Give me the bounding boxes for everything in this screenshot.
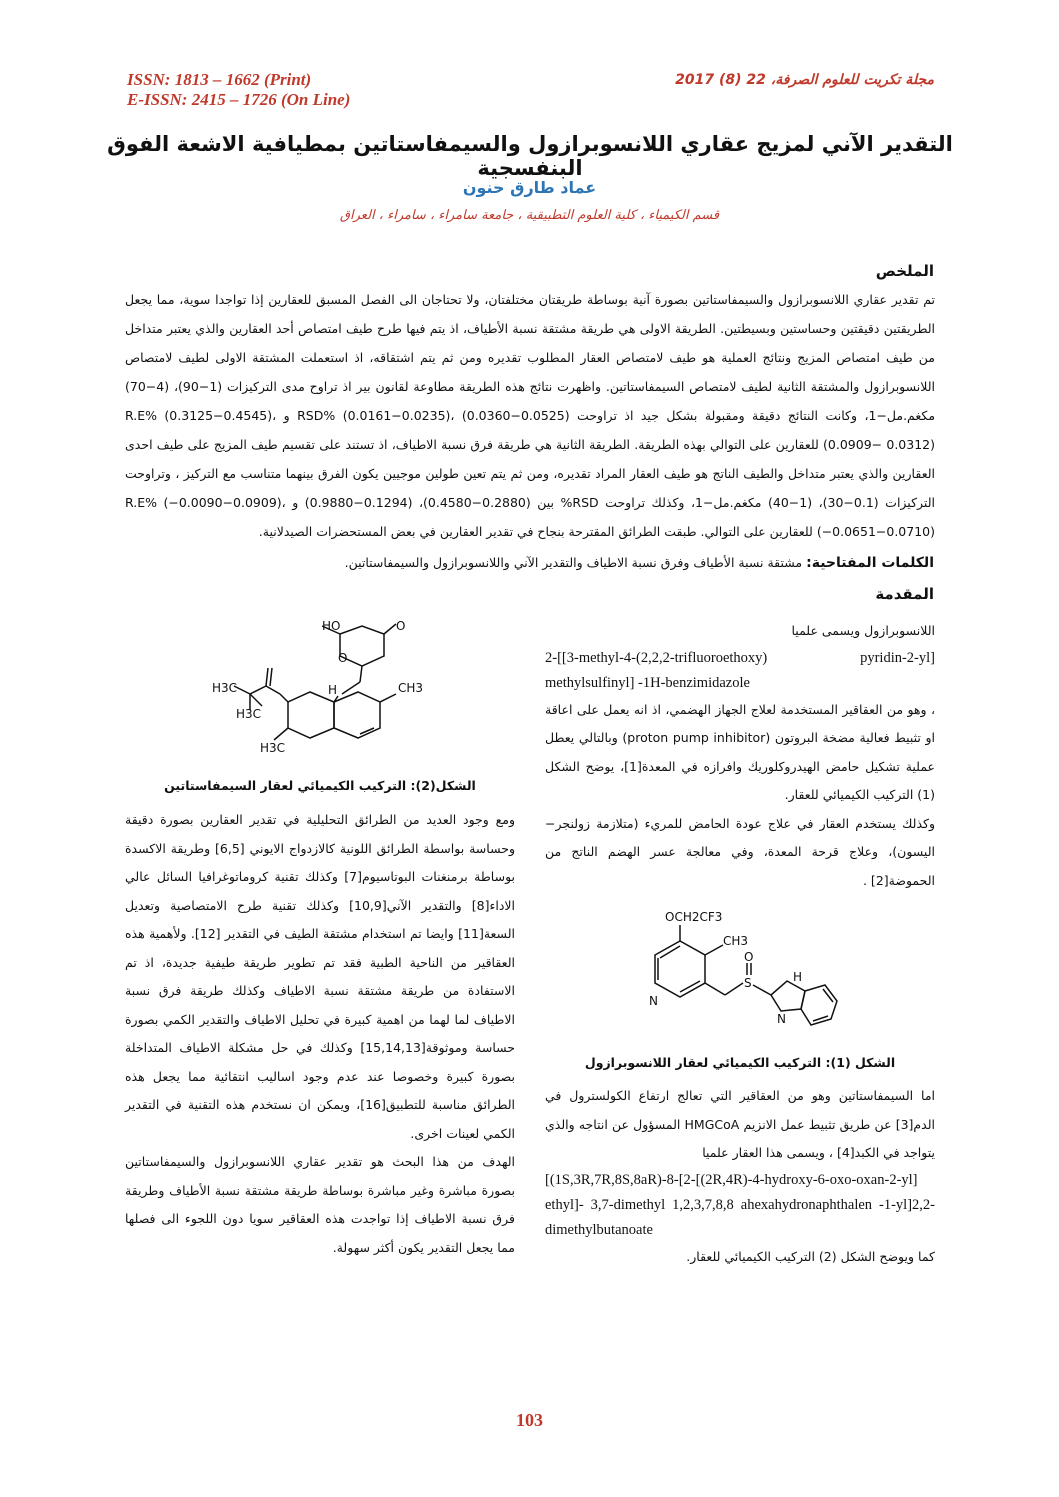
keywords-text: مشتقة نسبة الأطياف وفرق نسبة الاطياف والتقدير الآني واللانسوبرازول والسيمفاستاتين. [344, 555, 803, 570]
label-h3c: H3C [212, 681, 238, 695]
label-ch3: CH3 [723, 934, 749, 948]
label-n-imidazole: N [777, 1012, 786, 1026]
label-o-carbonyl: O [396, 619, 406, 633]
right-column-bottom [545, 1082, 935, 1271]
figure1-caption: الشكل (1): التركيب الكيميائي لعقار اللانسوبرازول [584, 1055, 896, 1070]
figure2-caption: الشكل(2): التركيب الكيميائي لعقار السيمفاستاتين [164, 778, 476, 793]
label-o: O [744, 950, 754, 964]
label-ho: HO [322, 619, 341, 633]
issn-online: E-ISSN: 2415 – 1726 (On Line) [127, 90, 351, 109]
lansoprazole-iupac: 2-[[3-methyl-4-(2,2,2-trifluoroethoxy) pyridin-2-yl] methylsulfinyl] -1H-benzimidazole [545, 649, 935, 691]
issn-print: ISSN: 1813 – 1662 (Print) [127, 70, 312, 89]
figure2-reference: كما ويوضح الشكل (2) التركيب الكيميائي للعقار. [686, 1248, 935, 1264]
simvastatin-iupac: [(1S,3R,7R,8S,8aR)-8-[2-[(2R,4R)-4-hydroxy-6-oxo-oxan-2-yl] ethyl]- 3,7-dimethyl 1,2,3,7,8,8 ahexahydronaphthalen -1-yl]2,2- dimethylbutanoate [545, 1171, 935, 1238]
label-s: S [744, 976, 752, 990]
journal-name: مجلة تكريت للعلوم الصرفة، 22 (8) 2017 [675, 72, 934, 88]
left-p2: الهدف من هذا البحث هو تقدير عقاري اللانسوبرازول والسيمفاستاتين بصورة مباشرة وغير مباشرة بوساطة طريقة مشتقة نسبة الأطياف وطريقة فرق نسبة الاطياف إذا تواجدت هذه العقاقير سويا دون اللجوء الى فصلها مما يجعل التقدير يكون أكثر سهولة. [125, 1154, 515, 1255]
keywords [124, 555, 934, 571]
right-column [545, 617, 935, 895]
label-h3c-3: H3C [260, 741, 286, 755]
simvastatin-structure [210, 612, 430, 772]
author-name: عماد طارق حنون [462, 178, 597, 197]
paper-title: التقدير الآني لمزيج عقاري اللانسوبرازول والسيمفاستاتين بمطيافية الاشعة الفوق البنفسجية [107, 132, 953, 180]
label-ch3-right: CH3 [398, 681, 424, 695]
intro-heading: المقدمة [875, 585, 934, 603]
intro-p1-start: اللانسوبرازول ويسمى علميا [791, 623, 935, 638]
label-h: H [328, 683, 338, 697]
abstract-text: تم تقدير عقاري اللانسوبرازول والسيمفاستاتين بصورة آنية بوساطة طريقتان مختلفتان، ولا تحتاجان الى الفصل المسبق للعقارين إذا تواجدا سوية، مما يجعل الطريقتين دقيقتين وحساستين وبسيطتين. الطريقة الاولى هي طريقة مشتقة نسبة الأطياف، اذ يتم فيها طرح طيف امتصاص أحد العقارين والذي يعتبر متداخل من طيف امتصاص المزيج ونتائج العملية هو طيف لامتصاص العقار المطلوب تقديره ومن ثم يتم اشتقاقه، اذ استعملت المشتقة الاولى لطيف لامتصاص اللانسوبرازول والمشتقة الثانية لطيف لامتصاص السيمفاستاتين. واظهرت نتائج هذه الطريقة مطاوعة لقانون بير اذ تراوح مدى التركيزات (1−90)، (4−70) مكغم.مل−1، وكانت النتائج دقيقة ومقبولة بشكل جيد اذ تراوحت RSD% (0.0161−0.0235)، (0.0360−0.0525) و R.E% (0.3125−0.4545)، (0.0909− 0.0312) للعقارين على التوالي بهذه الطريقة. الطريقة الثانية هي طريقة فرق نسبة الاطياف، اذ تستند على تقسيم طيف المزيج على طيف احدى العقارين والذي يعتبر متداخل والطيف الناتج هو طيف العقار المراد تقديره، ومن ثم يتم تعين طولين موجيين يكون الفرق بينهما متناسب مع التركيز ، وتراوحت التركيزات (0.1−30)، (1−40) مكغم.مل−1، وكذلك تراوحت RSD% بين (0.2880−0.4580)، (0.1294−0.9880) و R.E% (−0.0090−0.0909)، (−0.0651−0.0710) للعقارين على التوالي. طبقت الطرائق المقترحة بنجاح في تقدير العقارين في بعض المستحضرات الصيدلانية. [125, 292, 936, 539]
keywords-label: الكلمات المفتاحية: [806, 555, 934, 571]
page-number: 103 [516, 1410, 543, 1430]
left-p1: ومع وجود العديد من الطرائق التحليلية في تقدير العقارين بصورة دقيقة وحساسة بواسطة الطرائق اللونية كالازدواج الايوني [6,5] وطريقة الاكسدة بوساطة برمنغنات البوتاسيوم[7] وكذلك تقنية كروماتوغرافيا السائل عالي الاداء[8] والتقدير الآني[10,9] وكذلك تقنية طرح الامتصاصية وتعديل السعة[11] وايضا تم استخدام مشتقة الطيف في التقدير [12]. ولأهمية هذه العقاقير من الناحية الطبية فقد تم تطوير طريقة طيفية جديدة، اذ تم الاستفادة من طريقة مشتقة نسبة الاطياف وكذلك طريقة فرق نسبة الاطياف لما لهما من اهمية كبيرة في تحليل الاطياف والتقدير الكمي بصورة حساسة وموثوقة[15,14,13] وكذلك في حل مشكلة الاطياف المتداخلة بصورة كبيرة وخصوصا عند عدم وجود اساليب انتقائية مما يجعل هذه الطرائق مناسبة للتطبيق[16]، ويمكن ان نستخدم هذه التقنية في التقدير الكمي لعينات اخرى. [125, 812, 515, 1141]
left-column [125, 806, 515, 1262]
intro-p2: وكذلك يستخدم العقار في علاج عودة الحامض للمريء (متلازمة زولنجر− اليسون)، وعلاج قرحة المعدة، وفي معالجة عسر الهضم الناتج من الحموضة[2] . [545, 815, 935, 888]
lansoprazole-structure [625, 905, 845, 1045]
label-n-pyridine: N [649, 994, 658, 1008]
simvastatin-intro: اما السيمفاستاتين وهو من العقاقير التي تعالج ارتفاع الكولسترول في الدم[3] عن طريق تثبيط عمل الانزيم HMGCoA المسؤول عن انتاجه والذي يتواجد في الكبد[4] ، ويسمى هذا العقار علميا [545, 1088, 935, 1160]
label-h3c-2: H3C [236, 707, 262, 721]
abstract-heading: الملخص [875, 262, 934, 280]
intro-p1-rest: ، وهو من العقاقير المستخدمة لعلاج الجهاز الهضمي، اذ انه يعمل على اعاقة او تثبيط فعالية مضخة البروتون (proton pump inhibitor) وبالتالي يعطل عملية تشكيل حامض الهيدروكلوريك وافرازه في المعدة[1]، يوضح الشكل (1) التركيب الكيميائي للعقار. [545, 701, 936, 802]
label-och2cf3: OCH2CF3 [665, 910, 723, 924]
label-nh: H [793, 970, 803, 984]
affiliation: قسم الكيمياء ، كلية العلوم التطبيقية ، جامعة سامراء ، سامراء ، العراق [339, 208, 720, 223]
label-o-ring: O [338, 651, 348, 665]
